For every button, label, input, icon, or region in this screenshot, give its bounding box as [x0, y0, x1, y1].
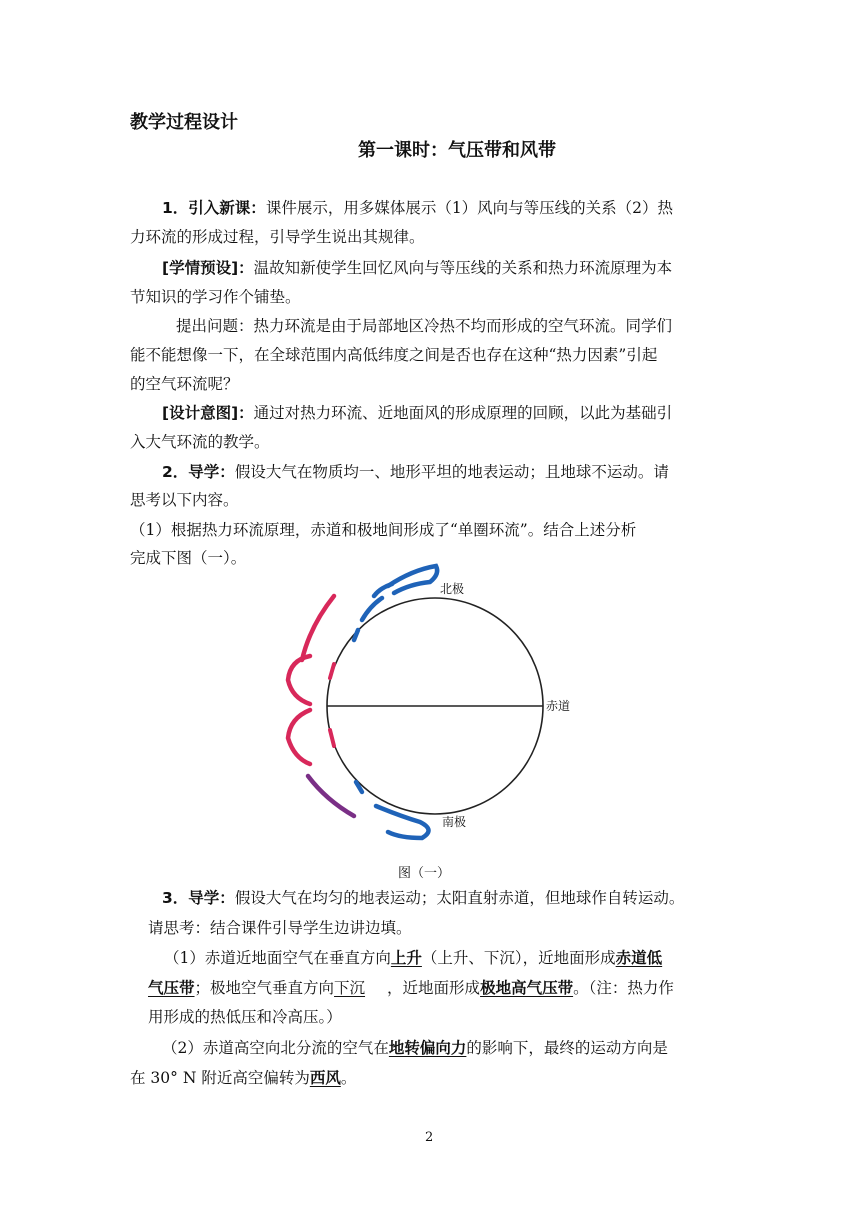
arc-north-outer — [374, 584, 392, 596]
paragraph-cell-line-2: 完成下图（一）。 — [130, 549, 247, 567]
answer-equatorial-low-2: 气压带 — [148, 979, 195, 997]
paragraph-intent-line-1: [设计意图]：通过对热力环流、近地面风的形成原理的回顾，以此为基础引 — [162, 404, 673, 422]
paragraph-guide3-line-1: 3．导学：假设大气在均匀的地表运动；太阳直射赤道，但地球作自转运动。 — [162, 889, 685, 907]
page-number: 2 — [425, 1130, 434, 1145]
answer-westerly: 西风 — [309, 1069, 341, 1087]
answer-polar-high: 极地高气压带 — [480, 979, 574, 997]
paragraph-guide-line-2: 思考以下内容。 — [130, 491, 239, 509]
figure-caption: 图（一） — [398, 866, 451, 881]
guide3-label: 导学： — [188, 889, 235, 907]
paragraph-question-line-2: 能不能想像一下，在全球范围内高低纬度之间是否也存在这种“热力因素”引起 — [130, 346, 658, 364]
paragraph-cell-line-1: （1）根据热力环流原理，赤道和极地间形成了“单圈环流”。结合上述分析 — [130, 521, 637, 539]
paragraph-guide3-line-2: 请思考：结合课件引导学生边讲边填。 — [148, 919, 412, 937]
paragraph-question-line-1: 提出问题：热力环流是由于局部地区冷热不均而形成的空气环流。同学们 — [176, 317, 673, 335]
answer-sink: 下沉 — [334, 979, 366, 997]
paragraph-fill2-line-1: （2）赤道高空向北分流的空气在地转偏向力的影响下，最终的运动方向是 — [162, 1039, 668, 1057]
section-title: 教学过程设计 — [130, 112, 238, 133]
paragraph-intro-line-1: 1．引入新课：课件展示，用多媒体展示（1）风向与等压线的关系（2）热 — [162, 199, 674, 217]
intent-label: [设计意图]： — [162, 404, 254, 422]
paragraph-fill1-line-2: 气压带；极地空气垂直方向下沉 ，近地面形成极地高气压带。（注：热力作 — [148, 979, 674, 997]
arc-left-4 — [308, 776, 354, 816]
arc-left-1 — [302, 596, 334, 660]
paragraph-fill1-line-1: （1）赤道近地面空气在垂直方向上升（上升、下沉），近地面形成赤道低 — [164, 949, 663, 967]
arc-left-inner-lower — [330, 730, 334, 746]
arc-south-inner — [356, 782, 362, 792]
label-south-pole: 南极 — [442, 815, 467, 829]
label-equator: 赤道 — [546, 699, 571, 713]
arc-north-inner-2 — [354, 630, 358, 640]
paragraph-preset-line-1: [学情预设]：温故知新使学生回忆风向与等压线的关系和热力环流原理为本 — [162, 259, 673, 277]
answer-coriolis: 地转偏向力 — [388, 1039, 467, 1057]
paragraph-preset-line-2: 节知识的学习作个铺垫。 — [130, 288, 301, 306]
label-north-pole: 北极 — [440, 582, 465, 596]
paragraph-intro-line-2: 力环流的形成过程，引导学生说出其规律。 — [130, 228, 425, 246]
arc-north-inner-1 — [362, 598, 382, 620]
preset-label: [学情预设]： — [162, 259, 254, 277]
paragraph-fill1-line-3: 用形成的热低压和冷高压。） — [148, 1008, 342, 1026]
arc-north-top — [388, 566, 437, 593]
arc-left-inner-upper — [330, 664, 334, 678]
arc-south-bottom — [376, 806, 429, 838]
paragraph-intent-line-2: 入大气环流的教学。 — [130, 433, 270, 451]
arc-left-3 — [288, 710, 310, 764]
intro-label: 引入新课： — [188, 199, 266, 217]
answer-equatorial-low-1: 赤道低 — [615, 949, 663, 967]
guide-label: 导学： — [188, 463, 235, 481]
lesson-title: 第一课时：气压带和风带 — [358, 140, 556, 161]
circulation-figure — [270, 560, 590, 856]
answer-rise: 上升 — [390, 949, 422, 967]
arc-left-2 — [288, 656, 310, 704]
paragraph-guide-line-1: 2．导学：假设大气在物质均一、地形平坦的地表运动；且地球不运动。请 — [162, 463, 669, 481]
paragraph-question-line-3: 的空气环流呢？ — [130, 375, 239, 393]
paragraph-fill2-line-2: 在 30° N 附近高空偏转为西风。 — [130, 1069, 357, 1087]
